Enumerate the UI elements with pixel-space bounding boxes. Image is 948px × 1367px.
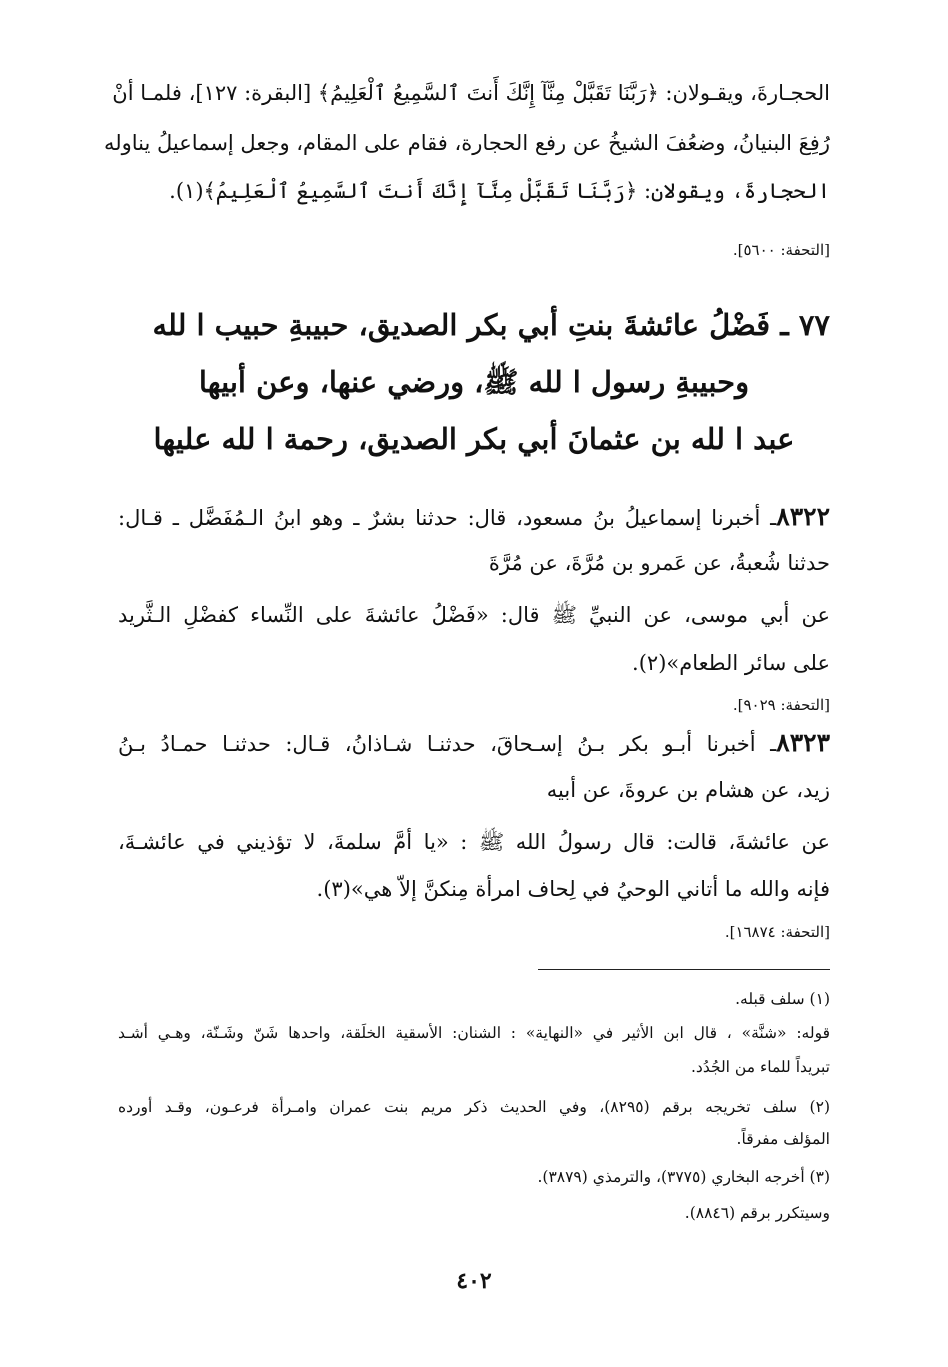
hadith-8322-line-2: حدثنا شُعبةُ، عن عَمرو بن مُرَّةَ، عن مُرَّةَ	[488, 551, 830, 575]
footnote-divider	[538, 969, 830, 970]
hadith-8322-line-1	[118, 500, 830, 535]
hadith-number: ٨٣٢٢	[776, 502, 830, 531]
tahfa-reference-3: [التحفة: ١٦٨٧٤].	[724, 923, 830, 941]
hadith-text: ـ أخبرنا أبـو بكر بـنُ إسـحاقَ، حدثنـا شـاذانُ، قـال: حدثنـا حمـادُ بـنُ	[118, 732, 777, 756]
footnote-3-line-2: وسيتكرر برقم (٨٨٤٦).	[684, 1204, 830, 1222]
chapter-heading-line-3: عبد ا لله بن عثمانَ أبي بكر الصديق، رحمة ا لله عليها	[153, 422, 795, 456]
hadith-8322-line-3: عن أبي موسى، عن النبيِّ ﷺ قال: «فَضْلُ عائشةَ على النِّساء كفضْلِ الـثَّريد	[118, 603, 830, 627]
footnote-1: (١) سلف قبله.	[735, 990, 830, 1008]
chapter-heading-line-1: ٧٧ ـ فَضْلُ عائشةَ بنتِ أبي بكر الصديق، حبيبةِ حبيب ا لله	[152, 308, 830, 342]
footnote-1-note-line-1: قوله: «شنَّة» ، قال ابن الأثير في «النهاية» : الشنان: الأسقية الخلَقة، واحدها شَنّ وشَـنّة، وهـي أشـد	[118, 1024, 830, 1042]
hadith-8323-line-1	[118, 726, 830, 761]
hadith-text: ـ أخبرنا إسماعيلُ بنُ مسعود، قال: حدثنا بشرٌ ـ وهو ابنُ الـمُفَضَّل ـ قـال:	[118, 506, 777, 530]
passage-line-3: الحجارةَ، ويقولان: ﴿رَبَّنَا تَقَبَّلْ مِنَّآ إِنَّكَ أَنتَ ٱلسَّمِيعُ ٱلْعَلِيمُ﴾(١).	[169, 179, 830, 203]
hadith-8323-line-3: عن عائشةَ، قالت: قال رسولُ الله ﷺ : «يا أمَّ سلمةَ، لا تؤذيني في عائشـةَ،	[118, 830, 830, 854]
footnote-2-line-1: (٢) سلف تخريجه برقم (٨٢٩٥)، وفي الحديث ذكر مريم بنت عمران وامـرأة فرعـون، وقـد أورده	[118, 1098, 830, 1116]
hadith-8322-line-4: على سائر الطعام»(٢).	[632, 651, 830, 675]
hadith-8323-line-4: فإنه والله ما أتاني الوحيُ في لِحاف امرأة مِنكنَّ إلاّ هي»(٣).	[316, 877, 830, 901]
hadith-number: ٨٣٢٣	[776, 728, 830, 757]
tahfa-reference-1: [التحفة: ٥٦٠٠].	[732, 241, 830, 259]
hadith-8323-line-2: زيد، عن هشام بن عروةَ، عن أبيه	[546, 778, 830, 802]
passage-line-1: الحجـارةَ، ويقـولان: ﴿رَبَّنَا تَقَبَّلْ مِنَّآ إِنَّكَ أَنتَ ٱلسَّمِيعُ ٱلْعَلِيمُ﴾ [البقرة: ١٢٧]، فلمـا أنْ	[112, 81, 830, 105]
footnote-1-note-line-2: تبريداً للماء من الجُدُد.	[690, 1058, 830, 1076]
page-number: ٤٠٢	[456, 1268, 492, 1294]
chapter-heading-line-2: وحبيبةِ رسول ا لله ﷺ، ورضي عنها، وعن أبيها	[198, 365, 750, 399]
passage-line-2: رُفِعَ البنيانُ، وضعُفَ الشيخُ عن رفع الحجارة، فقام على المقام، وجعل إسماعيلُ يناوله	[103, 131, 830, 155]
footnote-3-line-1: (٣) أخرجه البخاري (٣٧٧٥)، والترمذي (٣٨٧٩).	[537, 1168, 830, 1186]
footnote-2-line-2: المؤلف مفرقاً.	[736, 1130, 830, 1148]
tahfa-reference-2: [التحفة: ٩٠٢٩].	[732, 696, 830, 714]
